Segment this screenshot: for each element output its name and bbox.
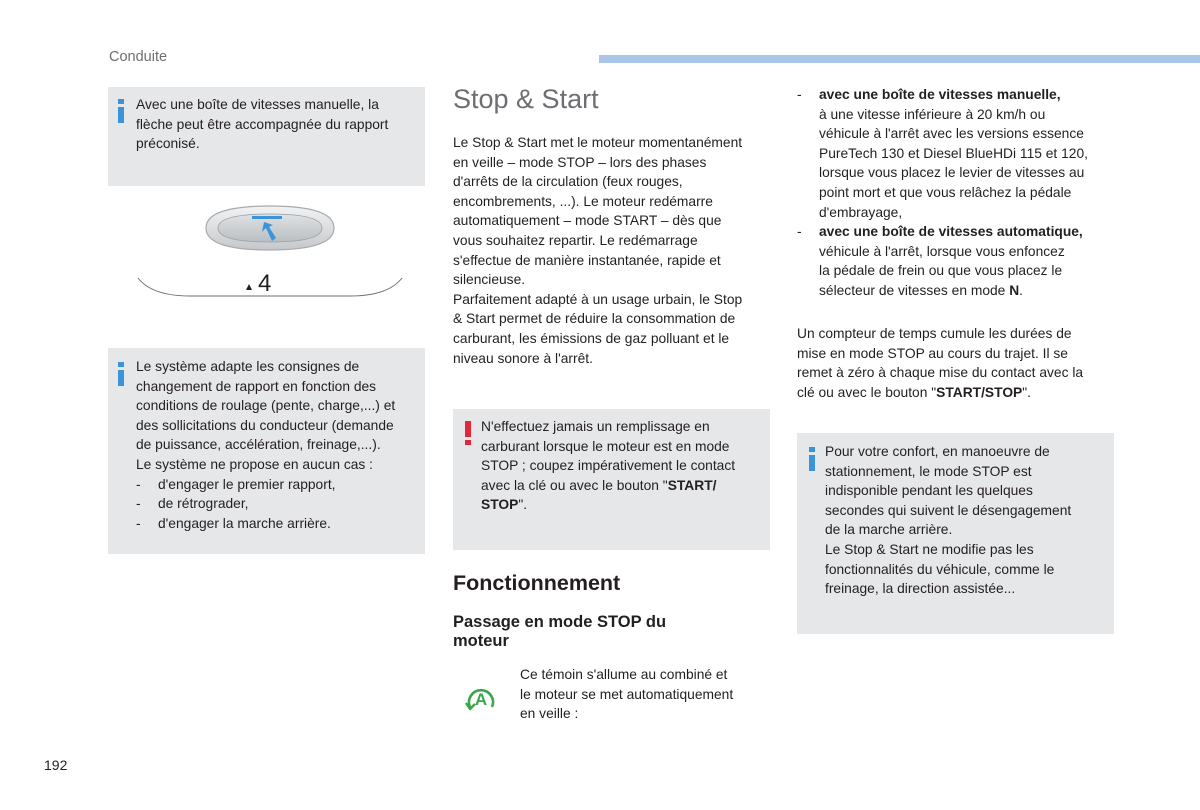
indicator-letter: A: [474, 690, 488, 709]
list-item: - d'engager la marche arrière.: [136, 515, 331, 531]
info-note-comfort: [797, 433, 1114, 634]
list-item: - d'engager le premier rapport,: [136, 476, 336, 492]
info-note-text: Avec une boîte de vitesses manuelle, la flèche peut être accompagnée du rapport préconisé.: [136, 97, 389, 152]
info-icon: [118, 99, 124, 123]
list-item: - avec une boîte de vitesses automatique, véhicule à l'arrêt, lorsque vous enfoncez la pédale de frein ou que vous placez le sélecteur de vitesses en mode N.: [797, 224, 1083, 298]
subsection-title: Passage en mode STOP du moteur: [453, 613, 667, 650]
info-icon: [118, 362, 124, 386]
info-note-gear-arrow: [108, 87, 425, 186]
page-title: Stop & Start: [453, 84, 599, 114]
warning-text: N'effectuez jamais un remplissage en carburant lorsque le moteur est en mode STOP ; coupez impérativement le contact avec la clé ou avec le bouton "START/ STOP".: [481, 419, 736, 513]
info-icon: [809, 447, 815, 471]
dashboard-gear-number: 4: [258, 270, 272, 297]
warning-note: [453, 409, 770, 550]
indicator-description: Ce témoin s'allume au combiné et le moteur se met automatiquement en veille :: [520, 667, 734, 722]
info-note-text: Pour votre confort, en manoeuvre de stationnement, le mode STOP est indisponible pendant les quelques secondes qui suivent le désengagement de la marche arrière. Le Stop & Start ne modifie pas les fonctionnalités du véhicule, comme le freinage, la direction assistée...: [825, 444, 1072, 597]
list-item: - de rétrograder,: [136, 496, 249, 512]
warning-icon: [465, 421, 471, 445]
stop-conditions-list: [797, 85, 1117, 301]
header-color-bar: [599, 55, 1200, 63]
running-header: Conduite: [109, 49, 168, 65]
section-title: Fonctionnement: [453, 571, 621, 595]
info-note-text: Le système adapte les consignes de changement de rapport en fonction des conditions de roulage (pente, charge,...) et des sollicitations du conducteur (demande de puissance, accélération, freinage,...). Le système ne propose en aucun cas : - d'engager le premier rapport, - de rétrograder, - d'engager la marche arrière.: [136, 357, 421, 533]
list-item: - avec une boîte de vitesses manuelle, à une vitesse inférieure à 20 km/h ou véhicule à l'arrêt avec les versions essence PureTech 130 et Diesel BlueHDi 115 et 120, lorsque vous placez le levier de vitesses au point mort et que vous relâchez la pédale d'embrayage,: [797, 87, 1088, 220]
counter-paragraph: Un compteur de temps cumule les durées de mise en mode STOP au cours du trajet. Il se remet à zéro à chaque mise du contact avec la clé ou avec le bouton "START/STOP".: [797, 326, 1084, 400]
dashboard-gear-illustration: [130, 198, 410, 308]
intro-paragraph: Le Stop & Start met le moteur momentanément en veille – mode STOP – lors des phases d'arrêts de la circulation (feux rouges, encombrements, ...). Le moteur redémarre automatiquement – mode START – dès que vous souhaitez repartir. Le redémarrage s'effectue de manière instantanée, rapide et silencieuse. Parfaitement adapté à un usage urbain, le Stop & Start permet de réduire la consommation de carburant, les émissions de gaz polluant et le niveau sonore à l'arrêt.: [453, 135, 743, 366]
page-number: 192: [44, 757, 68, 773]
info-note-gear-system: [108, 348, 425, 554]
stop-start-indicator-icon: [464, 683, 498, 713]
